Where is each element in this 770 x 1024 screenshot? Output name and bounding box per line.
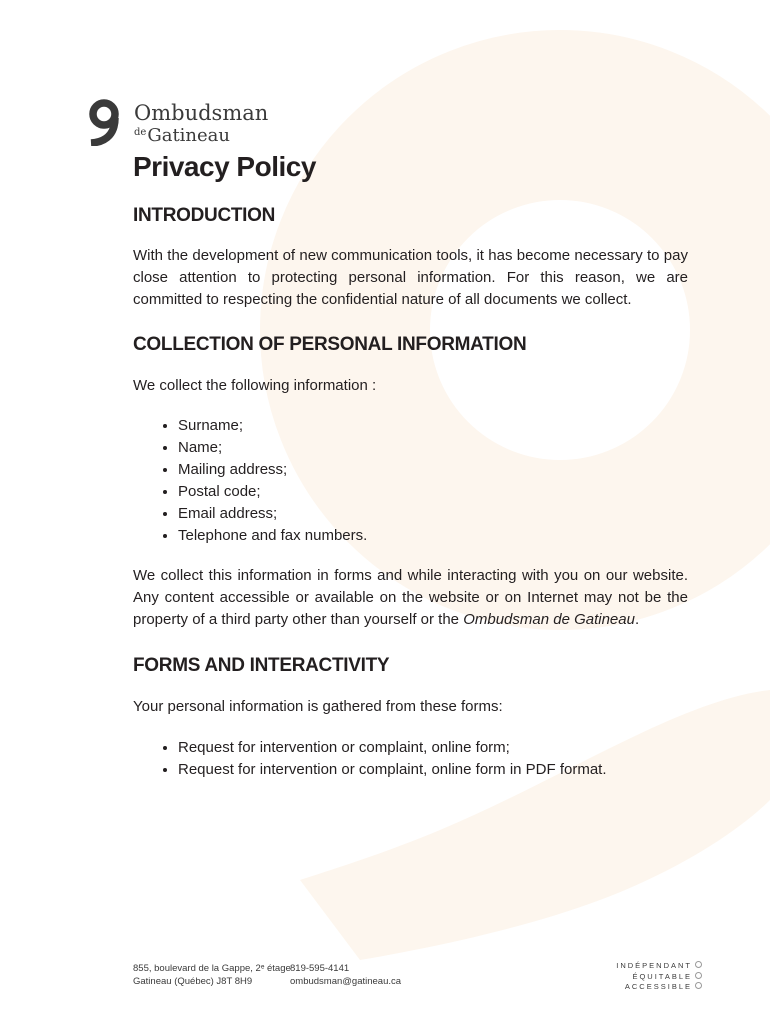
list-item: • Telephone and fax numbers. bbox=[178, 525, 688, 547]
list-item: • Mailing address; bbox=[178, 459, 688, 481]
introduction-text: With the development of new communication tools, it has become necessary to pay close attention to protecting personal information. For this reason, we are committed to respecting the confidential nature of all documents we collect. bbox=[133, 247, 688, 308]
list-item: • Name; bbox=[178, 437, 688, 459]
circle-icon bbox=[695, 982, 702, 989]
collection-lead: We collect the following information : bbox=[133, 377, 377, 394]
footer-value-item: INDÉPENDANT bbox=[616, 961, 702, 972]
footer-value-item: ÉQUITABLE bbox=[616, 972, 702, 983]
footer-phone[interactable]: 819-595-4141 bbox=[290, 963, 350, 974]
footer-address-line-1: 855, boulevard de la Gappe, 2ᵉ étage bbox=[133, 963, 291, 974]
logo-g-icon bbox=[88, 98, 124, 146]
logo-line-2 bbox=[134, 124, 268, 145]
collection-paragraph bbox=[133, 565, 688, 631]
heading-introduction: INTRODUCTION bbox=[133, 205, 276, 226]
collection-list bbox=[133, 415, 688, 547]
footer-address bbox=[133, 962, 291, 988]
forms-list bbox=[133, 737, 688, 781]
footer-contact bbox=[290, 962, 401, 988]
heading-collection: COLLECTION OF PERSONAL INFORMATION bbox=[133, 334, 527, 355]
logo-line-1: Ombudsman bbox=[134, 101, 269, 125]
list-item: • Request for intervention or complaint, online form in PDF format. bbox=[178, 759, 688, 781]
page-title: Privacy Policy bbox=[133, 151, 316, 182]
collection-paragraph-end: . bbox=[634, 611, 640, 628]
collection-paragraph-org: Ombudsman de Gatineau bbox=[463, 611, 635, 628]
logo-gatineau: Gatineau bbox=[147, 125, 230, 146]
list-item: • Postal code; bbox=[178, 481, 688, 503]
footer-values bbox=[616, 961, 702, 993]
footer-address-line-2: Gatineau (Québec) J8T 8H9 bbox=[133, 976, 253, 987]
circle-icon bbox=[695, 961, 702, 968]
list-item: • Email address; bbox=[178, 503, 688, 525]
footer-email[interactable]: ombudsman@gatineau.ca bbox=[290, 976, 402, 987]
list-item: • Request for intervention or complaint, online form; bbox=[178, 737, 688, 759]
logo-wordmark bbox=[134, 102, 268, 145]
logo-de: de bbox=[134, 127, 147, 138]
forms-lead: Your personal information is gathered from these forms: bbox=[133, 698, 503, 715]
circle-icon bbox=[695, 972, 702, 979]
heading-forms: FORMS AND INTERACTIVITY bbox=[133, 655, 390, 676]
footer-value-item: ACCESSIBLE bbox=[616, 982, 702, 993]
collection-paragraph-text: We collect this information in forms and while interacting with you on our website. Any content accessible or available on the website or on Internet may not be the property of a third party other than yourself or the bbox=[133, 567, 688, 628]
list-item: • Surname; bbox=[178, 415, 688, 437]
document-body bbox=[133, 150, 688, 781]
